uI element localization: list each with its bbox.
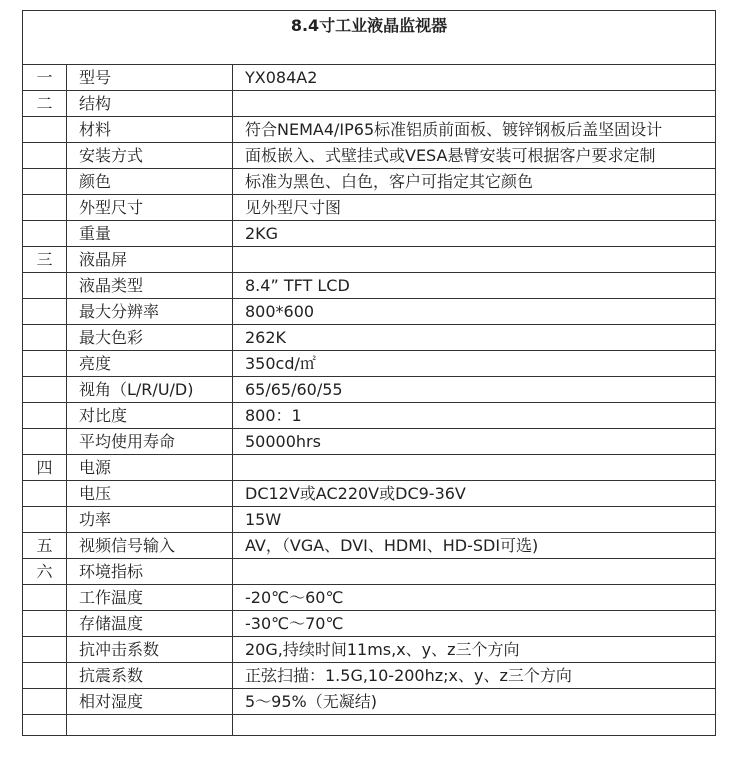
row-index xyxy=(23,299,67,325)
row-index: 三 xyxy=(23,247,67,273)
row-index xyxy=(23,429,67,455)
row-index xyxy=(23,663,67,689)
table-row xyxy=(23,325,716,351)
row-label: 安装方式 xyxy=(67,143,233,169)
row-label: 视频信号输入 xyxy=(67,533,233,559)
row-value: 65/65/60/55 xyxy=(233,377,716,403)
row-label: 电源 xyxy=(67,455,233,481)
table-row xyxy=(23,299,716,325)
table-row xyxy=(23,377,716,403)
row-label: 最大色彩 xyxy=(67,325,233,351)
table-row xyxy=(23,195,716,221)
table-row xyxy=(23,663,716,689)
row-value: 标准为黑色、白色，客户可指定其它颜色 xyxy=(233,169,716,195)
table-row xyxy=(23,65,716,91)
row-index xyxy=(23,585,67,611)
row-label: 电压 xyxy=(67,481,233,507)
row-value: 见外型尺寸图 xyxy=(233,195,716,221)
row-label: 外型尺寸 xyxy=(67,195,233,221)
row-label: 相对湿度 xyxy=(67,689,233,715)
row-label: 重量 xyxy=(67,221,233,247)
table-row xyxy=(23,117,716,143)
table-row xyxy=(23,169,716,195)
row-value: 800*600 xyxy=(233,299,716,325)
table-row xyxy=(23,221,716,247)
row-index xyxy=(23,221,67,247)
row-label: 功率 xyxy=(67,507,233,533)
spec-table xyxy=(22,10,716,736)
table-row xyxy=(23,533,716,559)
row-value xyxy=(233,91,716,117)
row-label: 液晶类型 xyxy=(67,273,233,299)
row-label: 亮度 xyxy=(67,351,233,377)
row-value: 8.4” TFT LCD xyxy=(233,273,716,299)
table-row xyxy=(23,507,716,533)
table-row xyxy=(23,481,716,507)
row-index xyxy=(23,611,67,637)
row-value xyxy=(233,559,716,585)
row-index: 二 xyxy=(23,91,67,117)
row-index xyxy=(23,351,67,377)
row-value: -30℃～70℃ xyxy=(233,611,716,637)
row-label: 材料 xyxy=(67,117,233,143)
table-row xyxy=(23,403,716,429)
row-index xyxy=(23,169,67,195)
table-row xyxy=(23,247,716,273)
row-label: 视角（L/R/U/D) xyxy=(67,377,233,403)
table-row xyxy=(23,585,716,611)
blank-row xyxy=(23,715,716,736)
row-index xyxy=(23,117,67,143)
row-label: 存储温度 xyxy=(67,611,233,637)
table-row xyxy=(23,143,716,169)
row-value: 5～95%（无凝结) xyxy=(233,689,716,715)
row-value: 800：1 xyxy=(233,403,716,429)
row-value: 面板嵌入、式壁挂式或VESA悬臂安装可根据客户要求定制 xyxy=(233,143,716,169)
row-index xyxy=(23,377,67,403)
table-row xyxy=(23,273,716,299)
blank-cell xyxy=(233,715,716,736)
table-row xyxy=(23,559,716,585)
row-value xyxy=(233,247,716,273)
table-row xyxy=(23,455,716,481)
row-value: 20G,持续时间11ms,x、y、z三个方向 xyxy=(233,637,716,663)
row-index xyxy=(23,195,67,221)
table-row xyxy=(23,637,716,663)
blank-cell xyxy=(67,715,233,736)
table-row xyxy=(23,429,716,455)
row-label: 型号 xyxy=(67,65,233,91)
row-value: 50000hrs xyxy=(233,429,716,455)
row-label: 液晶屏 xyxy=(67,247,233,273)
table-row xyxy=(23,611,716,637)
row-value xyxy=(233,455,716,481)
row-index xyxy=(23,325,67,351)
row-label: 抗震系数 xyxy=(67,663,233,689)
row-value: -20℃～60℃ xyxy=(233,585,716,611)
table-row xyxy=(23,689,716,715)
row-value: AV，（VGA、DVI、HDMI、HD-SDI可选) xyxy=(233,533,716,559)
row-index: 一 xyxy=(23,65,67,91)
row-index xyxy=(23,689,67,715)
row-index xyxy=(23,637,67,663)
row-value: DC12V或AC220V或DC9-36V xyxy=(233,481,716,507)
row-index xyxy=(23,507,67,533)
row-label: 最大分辨率 xyxy=(67,299,233,325)
row-index xyxy=(23,143,67,169)
row-index xyxy=(23,481,67,507)
table-row xyxy=(23,91,716,117)
row-value: 262K xyxy=(233,325,716,351)
row-index: 四 xyxy=(23,455,67,481)
table-title: 8.4寸工业液晶监视器 xyxy=(23,11,716,65)
row-label: 工作温度 xyxy=(67,585,233,611)
row-index xyxy=(23,273,67,299)
table-row xyxy=(23,351,716,377)
row-label: 抗冲击系数 xyxy=(67,637,233,663)
row-value: 15W xyxy=(233,507,716,533)
row-index: 六 xyxy=(23,559,67,585)
row-value: 350cd/㎡ xyxy=(233,351,716,377)
row-label: 颜色 xyxy=(67,169,233,195)
title-row xyxy=(23,11,716,65)
row-index xyxy=(23,403,67,429)
row-index: 五 xyxy=(23,533,67,559)
row-value: 符合NEMA4/IP65标准铝质前面板、镀锌钢板后盖坚固设计 xyxy=(233,117,716,143)
row-label: 平均使用寿命 xyxy=(67,429,233,455)
spec-sheet xyxy=(22,10,715,736)
row-value: 正弦扫描：1.5G,10-200hz;x、y、z三个方向 xyxy=(233,663,716,689)
row-label: 环境指标 xyxy=(67,559,233,585)
blank-cell xyxy=(23,715,67,736)
row-value: 2KG xyxy=(233,221,716,247)
row-value: YX084A2 xyxy=(233,65,716,91)
row-label: 结构 xyxy=(67,91,233,117)
row-label: 对比度 xyxy=(67,403,233,429)
